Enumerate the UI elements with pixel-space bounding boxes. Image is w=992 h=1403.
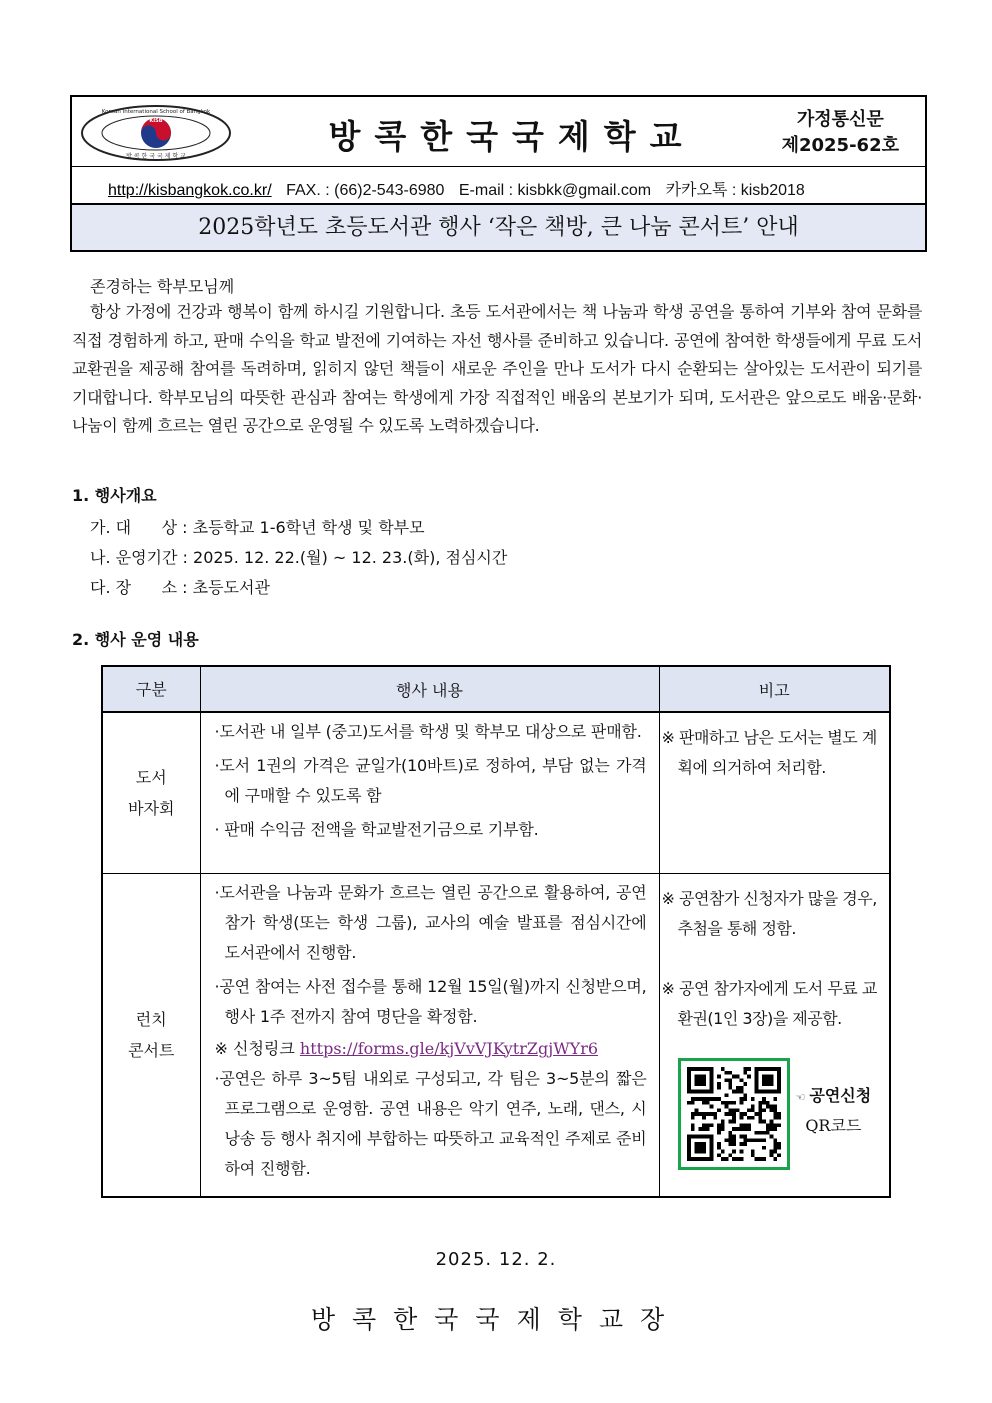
fax-number: FAX. : (66)2-543-6980 [286, 182, 445, 199]
header-remarks: 비고 [659, 666, 890, 712]
category-line: 도서 [135, 767, 167, 787]
table-row [102, 712, 890, 873]
remark-note: ※ 공연 참가자에게 도서 무료 교환권(1인 3장)을 제공함. [661, 978, 877, 1028]
issue-number: 제2025-62호 [781, 135, 899, 156]
email-address: E-mail : kisbkk@gmail.com [458, 182, 652, 199]
logo-bottom-text: 방 콕 한 국 국 제 학 교 [126, 153, 186, 160]
bullet-item: · 판매 수익금 전액을 학교발전기금으로 기부함. [214, 820, 539, 839]
pointing-hand-icon: ☜ [795, 1090, 806, 1104]
category-line: 콘서트 [128, 1040, 175, 1060]
table-header-row [102, 666, 890, 712]
contact-info [108, 177, 805, 200]
bazaar-remarks [659, 712, 890, 873]
notice-title: 2025학년도 초등도서관 행사 ‘작은 책방, 큰 나눔 콘서트’ 안내 [72, 205, 925, 250]
greeting: 존경하는 학부모님께 [90, 277, 235, 296]
bullet-item: ·도서 1권의 가격은 균일가(10바트)로 정하여, 부담 없는 가격에 구매할 수 있도록 함 [214, 756, 647, 805]
category-book-bazaar [102, 712, 200, 873]
remark-note: ※ 공연참가 신청자가 많을 경우, 추첨을 통해 정함. [661, 888, 877, 938]
qr-code[interactable] [678, 1058, 790, 1170]
signup-link[interactable]: https://forms.gle/kjVvVJKytrZgjWYr6 [299, 1038, 599, 1058]
remark-note: ※ 판매하고 남은 도서는 별도 계획에 의거하여 처리함. [661, 728, 877, 777]
newsletter-header [70, 95, 927, 252]
letter-body: 항상 가정에 건강과 행복이 함께 하시길 기원합니다. 초등 도서관에서는 책 나눔과 학생 공연을 통하여 기부와 참여 문화를 직접 경험하게 하고, 판매 수익을 학교 발전에 기여하는 자선 행사를 준비하고 있습니다. 공연에 참여한 학생들에게 무료 도서 교환권을 제공해 참여를 독려하며, 읽히지 않던 책들이 새로운 주인을 만나 도서가 다시 순환되는 살아있는 도서관이 되기를 기대합니다. 학부모님의 따뜻한 관심과 참여는 학생에게 가장 직접적인 배움의 본보기가 되며, 도서관은 앞으로도 배움·문화·나눔이 함께 흐르는 열린 공간으로 운영될 수 있도록 노력하겠습니다. [72, 302, 922, 435]
concert-details [200, 873, 659, 1197]
contact-row [72, 167, 925, 205]
qr-label-line1: 공연신청 [809, 1085, 872, 1105]
table-row [102, 873, 890, 1197]
kakao-id: 카카오톡 : kisb2018 [665, 182, 805, 199]
header-top-row [72, 97, 925, 167]
header-content: 행사 내용 [200, 666, 659, 712]
category-line: 바자회 [128, 798, 175, 818]
signup-link-label: ※ 신청링크 [214, 1038, 295, 1058]
category-line: 런치 [135, 1009, 167, 1029]
issue-date: 2025. 12. 2. [435, 1249, 557, 1270]
bullet-item: ·공연 참여는 사전 접수를 통해 12월 15일(월)까지 신청받으며, 행사 1주 전까지 참여 명단을 확정함. [214, 976, 647, 1026]
bullet-item: ·도서관을 나눔과 문화가 흐르는 열린 공간으로 활용하여, 공연 참가 학생(또는 학생 그룹), 교사의 예술 발표를 점심시간에 도서관에서 진행함. [214, 882, 647, 962]
qr-code-icon [687, 1067, 781, 1161]
header-category: 구분 [102, 666, 200, 712]
logo-center-text: KISB [149, 118, 163, 124]
website-link[interactable]: http://kisbangkok.co.kr/ [108, 182, 272, 199]
section-overview-title: 1. 행사개요 [72, 486, 157, 505]
school-logo-icon [80, 104, 232, 162]
bullet-item: ·도서관 내 일부 (중고)도서를 학생 및 학부모 대상으로 판매함. [214, 722, 642, 741]
signup-link-line [215, 1034, 647, 1064]
newsletter-info [782, 107, 899, 159]
newsletter-label: 가정통신문 [796, 109, 884, 130]
logo-ring-text: Korean International School of Bangkok [101, 109, 211, 115]
overview-item-period: 나. 운영기간 : 2025. 12. 22.(월) ~ 12. 23.(화), 점심시간 [90, 548, 508, 567]
event-table [101, 665, 891, 1198]
overview-item-place: 다. 장 소 : 초등도서관 [90, 578, 270, 597]
school-name: 방콕한국국제학교 [328, 117, 696, 156]
section-content-title: 2. 행사 운영 내용 [72, 630, 199, 649]
qr-section [662, 1058, 888, 1178]
qr-label-line2: QR코드 [805, 1115, 862, 1135]
principal-signature: 방콕한국국제학교장 [310, 1305, 682, 1334]
concert-remarks [659, 873, 890, 1197]
qr-label [796, 1082, 872, 1140]
bazaar-details [200, 712, 659, 873]
category-lunch-concert [102, 873, 200, 1197]
overview-item-target: 가. 대 상 : 초등학교 1-6학년 학생 및 학부모 [90, 518, 425, 537]
bullet-item: ·공연은 하루 3~5팀 내외로 구성되고, 각 팀은 3~5분의 짧은 프로그램으로 운영함. 공연 내용은 악기 연주, 노래, 댄스, 시 낭송 등 행사 취지에 부합하는 따뜻하고 교육적인 주제로 준비하여 진행함. [214, 1068, 647, 1178]
